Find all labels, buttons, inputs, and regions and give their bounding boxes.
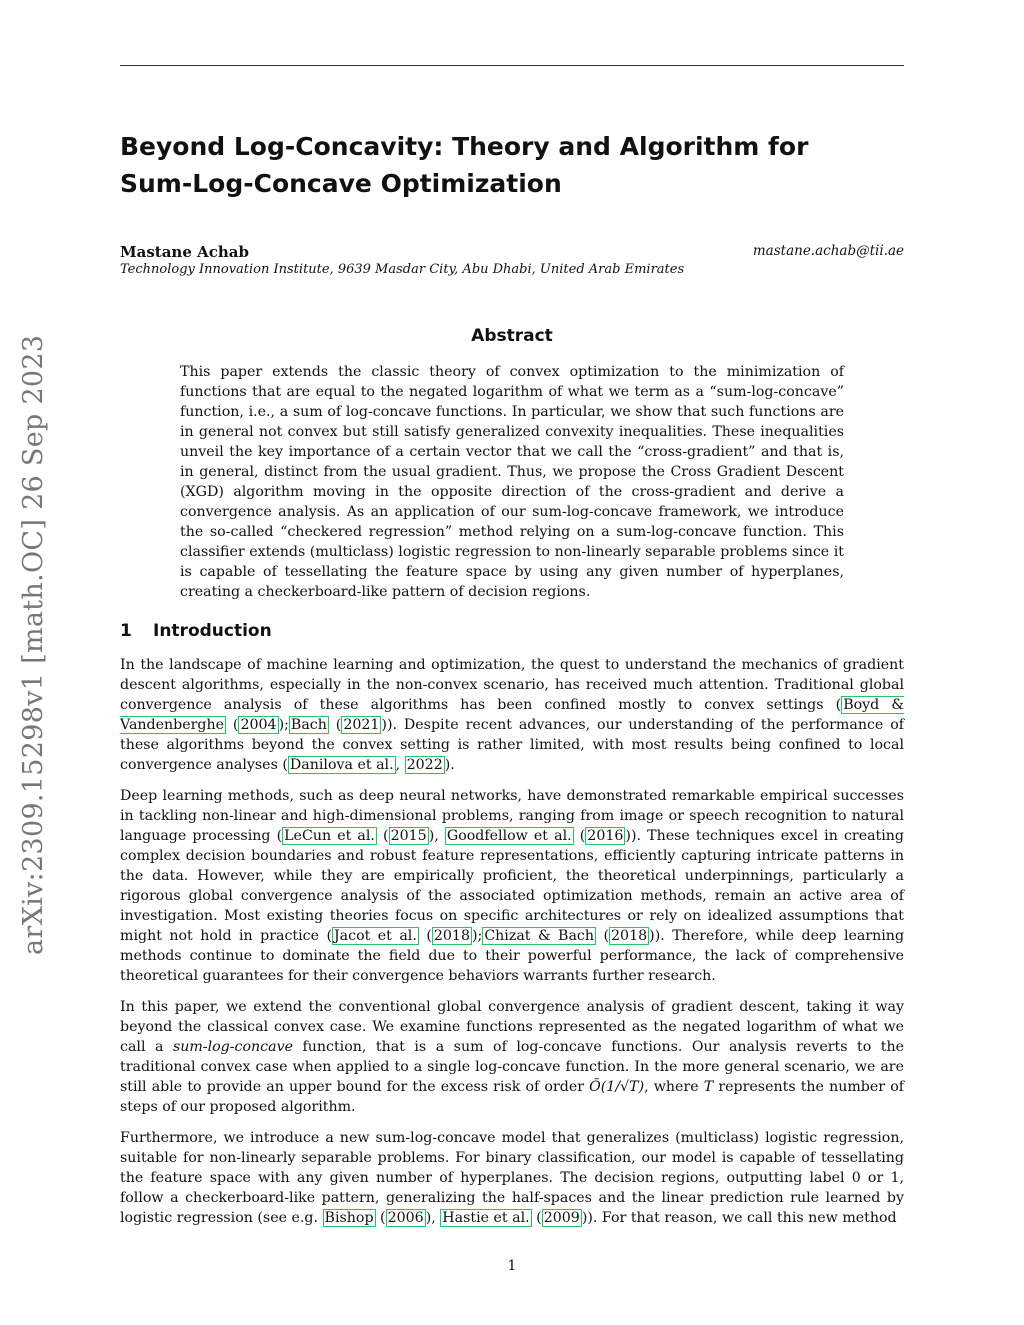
text-run: ). These techniques excel in creating complex decision boundaries and robust feature representations, efficiently capturing intricate patterns in the data. However, while they are empirically proficient, the theoretical underpinnings, particularly a rigorous global convergence analysis of the associated optimization methods, remain an active area of investigation. Most existing theories focus on specific architectures or rely on idealized assumptions that might not hold in practice ( (120, 828, 905, 944)
abstract-text: This paper extends the classic theory of convex optimization to the minimization of functions that are equal to the negated logarithm of what we term as a “sum-log-concave” function, i.e., a sum of log-concave functions. In particular, we show that such functions are in general not convex but still satisfy generalized convexity inequalities. These inequalities unveil the key importance of a certain vector that we call the “cross-gradient” and that is, in general, distinct from the usual gradient. Thus, we propose the Cross Gradient Descent (XGD) algorithm moving in the opposite direction of the cross-gradient and derive a convergence analysis. As an application of our sum-log-concave framework, we introduce the so-called “checkered regression” method relying on a sum-log-concave function. This classifier extends (multiclass) logistic regression to non-linearly separable problems since it is capable of tessellating the feature space by using any given number of hyperplanes, creating a checkerboard-like pattern of decision regions. (180, 364, 844, 600)
text-run: ). Despite recent advances, our understanding of the performance of these algorithms beyond the convex setting is rather limited, with most results being confined to local convergence analyses ( (120, 717, 904, 773)
text-run: Deep learning methods, such as deep neural networks, have demonstrated remarkable empirical successes in tackling non-linear and high-dimensional problems, ranging from image or speech recognition to natural language processing ( (120, 788, 904, 844)
top-rule (120, 65, 904, 66)
text-run: In this paper, we extend the conventional global convergence analysis of gradient descent, taking it way beyond the classical convex case. We examine functions represented as the negated logarithm of what we call a (120, 999, 904, 1055)
text-run: ). (444, 757, 455, 773)
citation-year-link[interactable]: 2009 (543, 1210, 580, 1226)
text-run: , (431, 1210, 441, 1226)
citation-year-link[interactable]: 2021 (343, 717, 380, 733)
text-run: ; (477, 928, 483, 944)
paragraph: Furthermore, we introduce a new sum-log-concave model that generalizes (multiclass) logistic regression, suitable for non-linearly separable problems. For binary classification, our model is capable of tessellating the feature space with any given number of hyperplanes. The decision regions, outputting label 0 or 1, follow a checkerboard-like pattern, generalizing the half-spaces and the linear prediction rule learned by logistic regression (see e.g. Bishop ( 2006 ), Hastie et al. ( 2009 )). For that reason, we call this new method (120, 1130, 904, 1226)
citation-year-link[interactable]: 2018 (611, 928, 648, 944)
paper-title (120, 128, 904, 202)
text-run: ). Therefore, while deep learning methods continue to dominate the field due to their powerful performance, the lack of comprehensive theoretical guarantees for their convergence behaviors warrants further research. (120, 928, 905, 984)
text-run: , (434, 828, 445, 844)
citation-year-link[interactable]: 2018 (433, 928, 470, 944)
citation-link[interactable]: Danilova et al. (289, 757, 394, 773)
section-heading-introduction (120, 621, 272, 641)
citation-year-link[interactable]: 2022 (406, 757, 443, 773)
citation-link[interactable]: Bach (290, 717, 327, 733)
arxiv-stamp[interactable]: arXiv:2309.15298v1 [math.OC] 26 Sep 2023 (18, 334, 49, 955)
page-number: 1 (507, 1258, 517, 1274)
title-line-1: Beyond Log-Concavity: Theory and Algorithm for (120, 132, 809, 161)
abstract-heading: Abstract (471, 326, 553, 346)
author-affiliation: Technology Innovation Institute, 9639 Masdar City, Abu Dhabi, United Arab Emirates (120, 262, 685, 277)
title-line-2: Sum-Log-Concave Optimization (120, 169, 562, 198)
citation-year-link[interactable]: 2006 (387, 1210, 424, 1226)
paragraph (120, 997, 904, 1117)
citation-link[interactable]: LeCun et al. (284, 828, 375, 844)
section-title: Introduction (153, 621, 272, 641)
math-variable: T (703, 1079, 714, 1095)
section-number: 1 (120, 621, 132, 641)
emphasis: sum-log-concave (172, 1039, 293, 1055)
text-run: function, that is a sum of log-concave functions. Our analysis reverts to the traditional convex case when applied to a single log-concave function. In the more general scenario, we are still able to provide an upper bound for the excess risk of order (120, 1039, 904, 1095)
text-run: represents the number of steps of our proposed algorithm. (120, 1079, 904, 1115)
paragraph: Deep learning methods, such as deep neural networks, have demonstrated remarkable empirical successes in tackling non-linear and high-dimensional problems, ranging from image or speech recognition to natural language processing ( LeCun et al. ( 2015 ), Goodfellow et al. ( 2016 )). These techniques excel in creating complex decision boundaries and robust feature representations, efficiently capturing intricate patterns in the data. However, while they are empirically proficient, the theoretical underpinnings, particularly a rigorous global convergence analysis of the associated optimization methods, remain an active area of investigation. Most existing theories focus on specific architectures or rely on idealized assumptions that might not hold in practice ( Jacot et al. ( 2018 ); Chizat & Bach ( 2018 )). Therefore, while deep learning methods continue to dominate the field due to their powerful performance, the lack of comprehensive theoretical guarantees for their convergence behaviors warrants further research. (120, 788, 905, 984)
text-run: In the landscape of machine learning and optimization, the quest to understand the mechanics of gradient descent algorithms, especially in the non-convex scenario, has received much attention. Traditional global convergence analysis of these algorithms has been confined mostly to convex settings ( (120, 657, 904, 713)
citation-link[interactable]: Goodfellow et al. (446, 828, 572, 844)
citation-year-link[interactable]: 2015 (390, 828, 427, 844)
citation-link[interactable]: Chizat & Bach (484, 928, 595, 944)
paragraph: In the landscape of machine learning and optimization, the quest to understand the mechanics of gradient descent algorithms, especially in the non-convex scenario, has received much attention. Traditional global convergence analysis of these algorithms has been confined mostly to convex settings ( Boyd & Vandenberghe ( 2004 ); Bach ( 2021 )). Despite recent advances, our understanding of the performance of these algorithms beyond the convex setting is rather limited, with most results being confined to local convergence analyses ( Danilova et al. , 2022 ). (120, 657, 904, 773)
author-email[interactable]: mastane.achab@tii.ae (752, 243, 904, 259)
text-run: Furthermore, we introduce a new sum-log-concave model that generalizes (multiclass) logistic regression, suitable for non-linearly separable problems. For binary classification, our model is capable of tessellating the feature space with any given number of hyperplanes. The decision regions, outputting label 0 or 1, follow a checkerboard-like pattern, generalizing the half-spaces and the linear prediction rule learned by logistic regression (see e.g. (120, 1130, 904, 1226)
citation-link[interactable]: Jacot et al. (333, 928, 417, 944)
author-row (120, 243, 904, 263)
math-expression: Õ(1/√T) (589, 1079, 645, 1095)
author-name: Mastane Achab (120, 243, 249, 261)
introduction-body (120, 655, 904, 1239)
citation-year-link[interactable]: 2004 (240, 717, 277, 733)
citation-link[interactable]: Boyd & Vandenberghe (120, 697, 904, 733)
citation-link[interactable]: Bishop (324, 1210, 374, 1226)
citation-year-link[interactable]: 2016 (587, 828, 624, 844)
citation-link[interactable]: Hastie et al. (442, 1210, 530, 1226)
text-run: , where (644, 1079, 704, 1095)
text-run: ). For that reason, we call this new method (587, 1210, 897, 1226)
text-run: ; (284, 717, 289, 733)
